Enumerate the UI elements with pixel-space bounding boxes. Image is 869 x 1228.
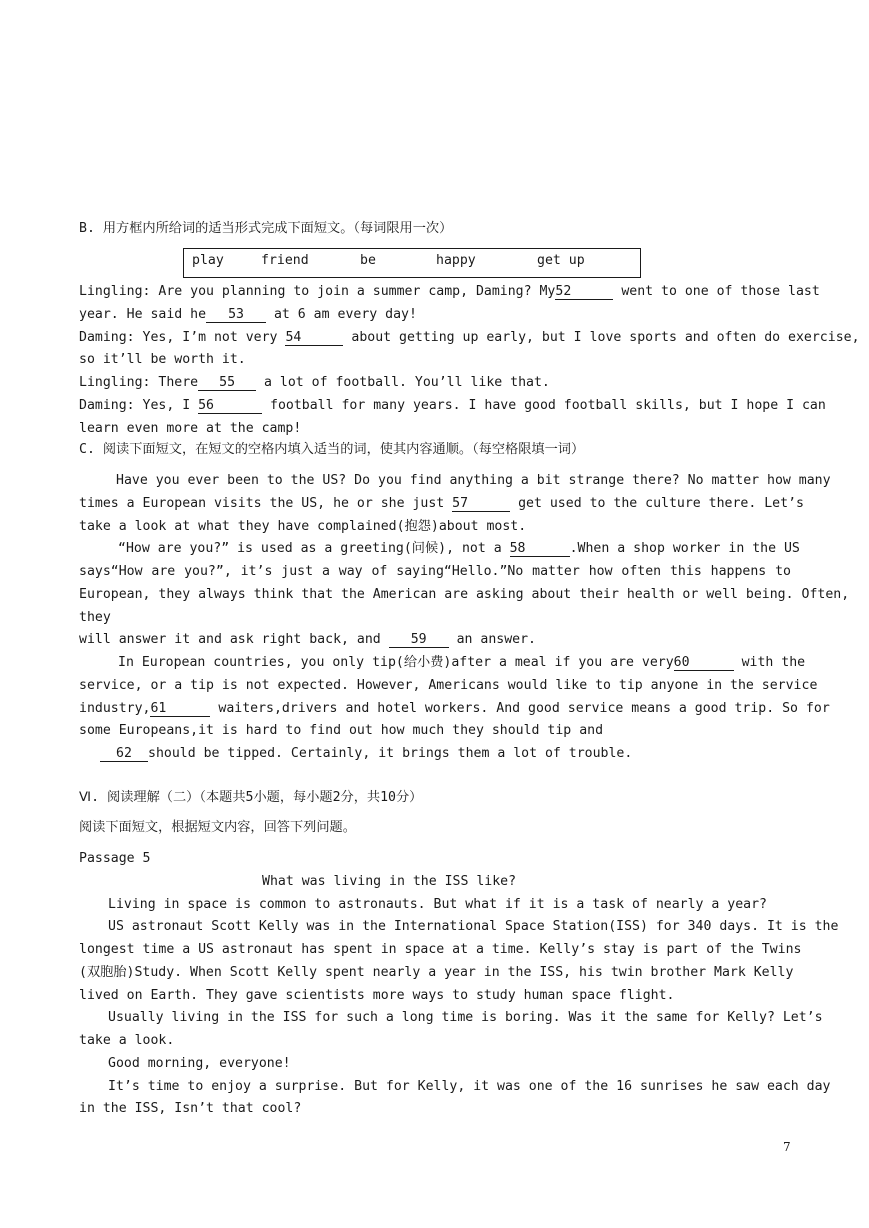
dialogue-line: Lingling: Are you planning to join a summer camp, Daming? My52 went to one of those last <box>79 284 820 299</box>
section-vi-heading: Ⅵ. 阅读理解（二）（本题共5小题，每小题2分，共10分） <box>79 790 423 805</box>
passage-line: Good morning, everyone! <box>108 1056 291 1071</box>
word-box <box>183 248 641 278</box>
blank-55[interactable]: 55 <box>198 376 256 391</box>
word-box-item: be <box>360 253 376 268</box>
section-b-instruction: B. 用方框内所给词的适当形式完成下面短文。（每词限用一次） <box>79 221 453 236</box>
dialogue-line: Daming: Yes, I’m not very 54 about getting up early, but I love sports and often do exercise, <box>79 330 860 345</box>
blank-52[interactable]: 52 <box>555 285 613 300</box>
passage-line: In European countries, you only tip(给小费)after a meal if you are very60 with the <box>118 655 806 670</box>
passage-label: Passage 5 <box>79 851 151 866</box>
passage-line: lived on Earth. They gave scientists more ways to study human space flight. <box>79 988 675 1003</box>
dialogue-line: year. He said he 53 at 6 am every day! <box>79 307 417 322</box>
blank-53[interactable]: 53 <box>206 308 266 323</box>
word-box-item: friend <box>261 253 309 268</box>
page-number: 7 <box>783 1140 791 1154</box>
passage-line: longest time a US astronaut has spent in space at a time. Kelly’s stay is part of the Twins <box>79 942 802 957</box>
passage-line: times a European visits the US, he or she just 57 get used to the culture there. Let’s <box>79 496 804 511</box>
passage-line: take a look. <box>79 1033 175 1048</box>
passage-line: “How are you?” is used as a greeting(问候), not a 58 .When a shop worker in the US <box>118 541 800 556</box>
passage-line: industry,61 waiters,drivers and hotel workers. And good service means a good trip. So for <box>79 701 830 716</box>
blank-61[interactable]: 61 <box>150 702 210 717</box>
passage-line: US astronaut Scott Kelly was in the International Space Station(ISS) for 340 days. It is the <box>108 919 839 934</box>
passage-line: It’s time to enjoy a surprise. But for Kelly, it was one of the 16 sunrises he saw each day <box>108 1079 831 1094</box>
passage-line: Living in space is common to astronauts. But what if it is a task of nearly a year? <box>108 897 767 912</box>
passage-line: in the ISS, Isn’t that cool? <box>79 1101 302 1116</box>
passage-line: Have you ever been to the US? Do you find anything a bit strange there? No matter how many <box>116 473 831 488</box>
blank-62[interactable]: 62 <box>100 747 148 762</box>
passage-line: service, or a tip is not expected. However, Americans would like to tip anyone in the service <box>79 678 818 693</box>
blank-60[interactable]: 60 <box>674 656 734 671</box>
passage-line: says“How are you?”, it’s just a way of saying“Hello.”No matter how often this happens to <box>79 564 791 579</box>
passage-line: Usually living in the ISS for such a long time is boring. Was it the same for Kelly? Let’s <box>108 1010 823 1025</box>
passage-title: What was living in the ISS like? <box>262 874 517 889</box>
blank-59[interactable]: 59 <box>389 633 449 648</box>
dialogue-line: learn even more at the camp! <box>79 421 302 436</box>
passage-line: 62 should be tipped. Certainly, it brings them a lot of trouble. <box>100 746 791 762</box>
blank-57[interactable]: 57 <box>452 497 510 512</box>
dialogue-line: so it’ll be worth it. <box>79 352 246 367</box>
blank-56[interactable]: 56 <box>198 399 262 414</box>
passage-line: some Europeans,it is hard to find out how much they should tip and <box>79 723 604 738</box>
dialogue-line: Daming: Yes, I 56 football for many years. I have good football skills, but I hope I can <box>79 398 826 413</box>
word-box-item: play <box>192 253 224 268</box>
passage-line: they <box>79 610 111 625</box>
blank-54[interactable]: 54 <box>285 331 343 346</box>
blank-58[interactable]: 58 <box>510 542 570 557</box>
passage-line: European, they always think that the American are asking about their health or well being. Often, <box>79 587 850 602</box>
passage-line: take a look at what they have complained(抱怨)about most. <box>79 519 527 534</box>
dialogue-line: Lingling: There 55 a lot of football. You’ll like that. <box>79 375 550 390</box>
passage-line: will answer it and ask right back, and 59 an answer. <box>79 632 536 647</box>
word-box-item: happy <box>436 253 476 268</box>
section-vi-instruction: 阅读下面短文，根据短文内容，回答下列问题。 <box>79 820 356 835</box>
word-box-item: get up <box>537 253 585 268</box>
section-c-instruction: C. 阅读下面短文，在短文的空格内填入适当的词，使其内容通顺。（每空格限填一词） <box>79 442 585 457</box>
passage-line: (双胞胎)Study. When Scott Kelly spent nearly a year in the ISS, his twin brother Mark Kelly <box>79 965 794 980</box>
